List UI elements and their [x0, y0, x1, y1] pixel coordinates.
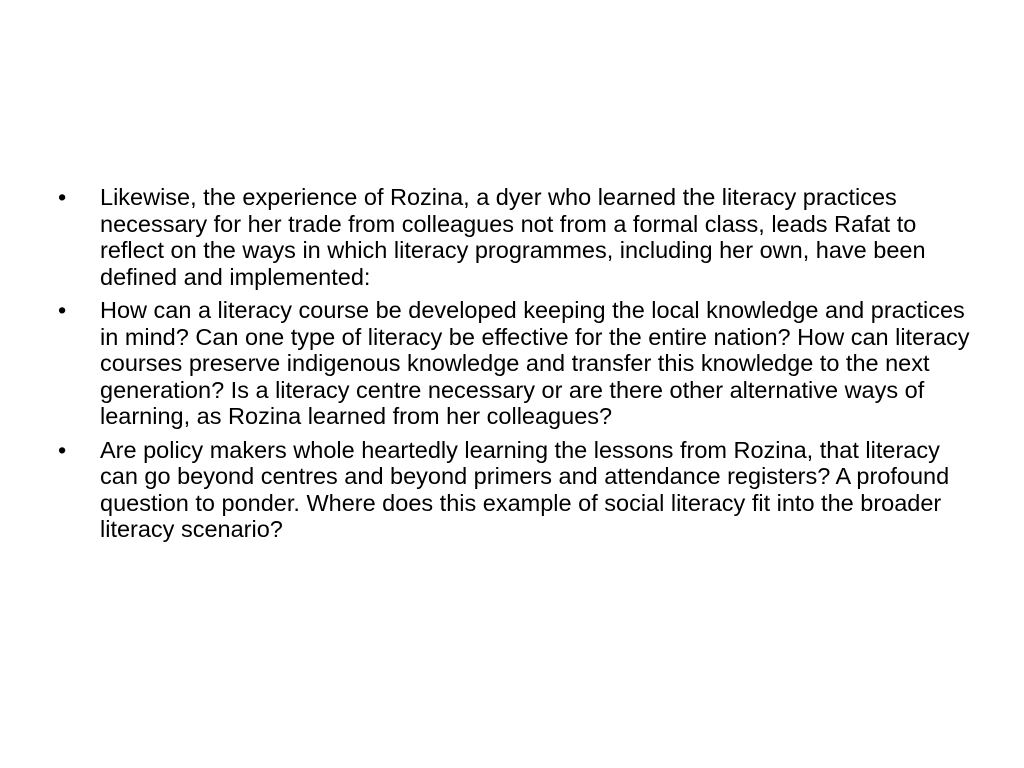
bullet-item: [58, 297, 970, 430]
bullet-text: How can a literacy course be developed keeping the local knowledge and practices in mind? Can one type of literacy be effective for the entire nation? How can literacy courses preserve indigenous knowledge and transfer this knowledge to the next generation? Is a literacy centre necessary or are there other alternative ways of learning, as Rozina learned from her colleagues?: [100, 297, 970, 429]
bullet-marker: •: [58, 297, 67, 323]
bullet-marker: •: [58, 436, 67, 463]
bullet-text: Likewise, the experience of Rozina, a dyer who learned the literacy practices necessary for her trade from colleagues not from a formal class, leads Rafat to reflect on the ways in which literacy programmes, including her own, have been defined and implemented:: [100, 184, 926, 290]
bullet-item: [58, 184, 970, 290]
bullet-text: Are policy makers whole heartedly learning the lessons from Rozina, that literacy can go beyond centres and beyond primers and attendance registers? A profound question to ponder. Where does this example of social literacy fit into the broader literacy scenario?: [100, 436, 950, 542]
bullet-item: [58, 437, 970, 543]
bullet-list: [58, 184, 970, 550]
bullet-marker: •: [58, 184, 67, 210]
